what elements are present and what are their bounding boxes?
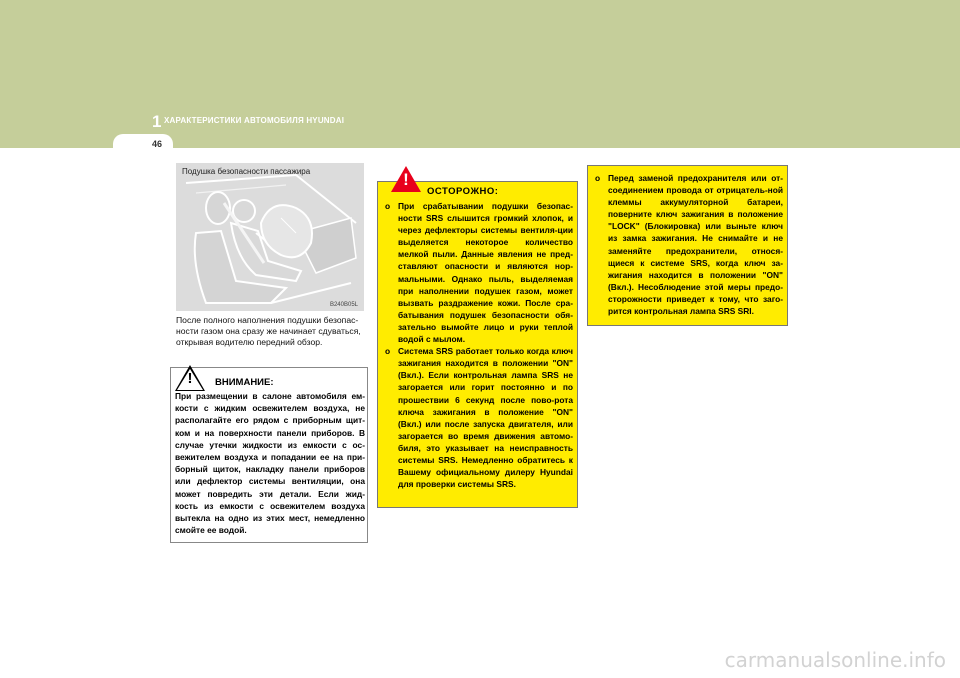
page-tab (113, 134, 173, 154)
warning-list (383, 200, 573, 490)
airbag-figure (176, 163, 364, 311)
header-band (0, 0, 960, 148)
bullet-marker: o (385, 346, 391, 357)
page-number: 46 (152, 139, 163, 149)
warning-title: ОСТОРОЖНО: (427, 186, 499, 197)
list-item: o Система SRS работает только когда ключ зажигания находится в положении "ON" (Вкл.). Если контрольная лампа SRS не загорается или горит постоянно и по прошествии 6 секунд после пово-рота ключа зажигания в положение "ON" (Вкл.) или после запуска двигателя, или загорается во время движения автомо-биля, это указывает на неисправность системы SRS. Немедленно обратитесь к Вашему официальному дилеру Hyundai для проверки системы SRS. (385, 346, 573, 490)
chapter-number: 1 (152, 112, 162, 131)
list-item: o При срабатывании подушки безопас-ности SRS слышится громкий хлопок, и через дефлекторы системы вентиля-ции выделяется некоторое количество мелкой пыли. Данные явления не пред-ставляют опасности и являются нор-мальными. Однако пыль, выделяемая при наполнении подушек газом, может вызвать раздражение кожи. После сра-батывания подушек безопасности обя-зательно вымойте лицо и руки теплой водой с мылом. (385, 201, 573, 345)
list-item: o Перед заменой предохранителя или от-соединением провода от отрицатель-ной клеммы аккумуляторной батареи, поверните ключ зажигания в положение "LOCK" (Блокировка) или выньте ключ из замка зажигания. Не снимайте и не заменяйте предохранители, относя-щиеся к системе SRS, когда ключ за-жигания находится в положении "ON" (Вкл.). Несоблюдение этой меры предо-сторожности приведет к тому, что заго-рится контрольная лампа SRS SRI. (595, 173, 783, 317)
figure-description: После полного наполнения подушки безопас-ности газом она сразу же начинает сдуваться, открывая водителю передний обзор. (176, 315, 361, 347)
caution-exclamation-icon: ! (187, 370, 193, 387)
caution-title: ВНИМАНИЕ: (215, 377, 274, 388)
figure-code: B240B05L (329, 302, 358, 308)
bullet-marker: o (385, 201, 391, 211)
bullet-marker: o (595, 173, 601, 183)
airbag-illustration (176, 163, 364, 311)
chapter-title: ХАРАКТЕРИСТИКИ АВТОМОБИЛЯ HYUNDAI (164, 116, 345, 125)
figure-caption: Подушка безопасности пассажира (182, 167, 311, 176)
watermark: carmanualsonline.info (724, 648, 946, 672)
caution-text: При размещении в салоне автомобиля ем-кости с жидким освежителем воздуха, не располагайте его рядом с приборным щит-ком и на поверхности панели приборов. В случае утечки жидкости из емкости с ос-вежителем воздуха и попадании ее на при-борный щиток, накладку панели приборов или дефлектор системы вентиляции, она может повредить эти детали. Если жид-кость из емкости с освежителем воздуха вытекла на одно из этих мест, немедленно смойте ее водой. (175, 391, 365, 536)
warning-exclamation-icon: ! (403, 170, 409, 189)
fuse-note-list (593, 172, 783, 317)
